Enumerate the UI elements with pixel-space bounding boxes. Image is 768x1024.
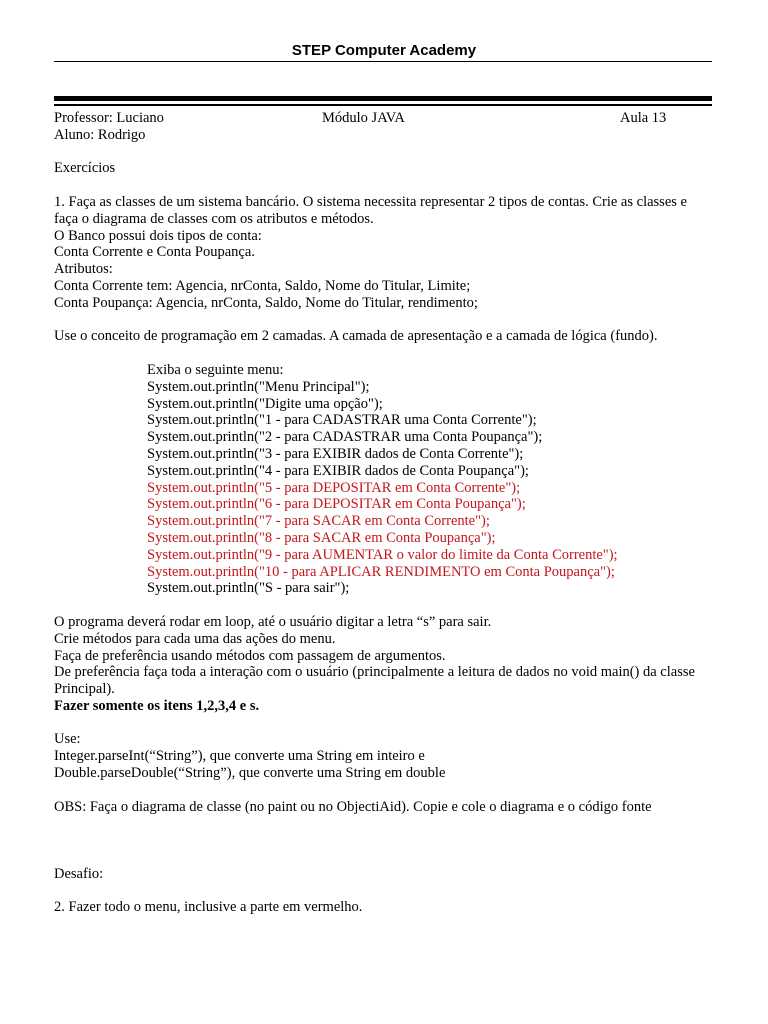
professor-label: Professor: Luciano bbox=[54, 110, 164, 126]
menu-line-highlighted: System.out.println("5 - para DEPOSITAR em Conta Corrente"); bbox=[147, 479, 521, 496]
menu-line-highlighted: System.out.println("9 - para AUMENTAR o valor do limite da Conta Corrente"); bbox=[147, 546, 618, 563]
menu-line: System.out.println("S - para sair"); bbox=[147, 580, 350, 597]
methods-instruction: Crie métodos para cada uma das ações do menu. bbox=[54, 630, 336, 647]
parse-int-text: Integer.parseInt(“String”), que converte uma String em inteiro e bbox=[54, 748, 425, 765]
loop-instruction: O programa deverá rodar em loop, até o usuário digitar a letra “s” para sair. bbox=[54, 613, 492, 630]
savings-attributes: Conta Poupança: Agencia, nrConta, Saldo, Nome do Titular, rendimento; bbox=[54, 294, 478, 311]
header-rule-double bbox=[54, 104, 712, 106]
menu-line: System.out.println("Menu Principal"); bbox=[147, 378, 370, 395]
account-types-text: Conta Corrente e Conta Poupança. bbox=[54, 244, 255, 261]
document-body bbox=[54, 110, 714, 916]
menu-line: System.out.println("1 - para CADASTRAR uma Conta Corrente"); bbox=[147, 412, 537, 429]
menu-line: System.out.println("Digite uma opção"); bbox=[147, 395, 383, 412]
meta-row bbox=[54, 110, 714, 127]
menu-line-highlighted: System.out.println("6 - para DEPOSITAR em Conta Poupança"); bbox=[147, 496, 526, 513]
layers-text: Use o conceito de programação em 2 camadas. A camada de apresentação e a camada de lógica (fundo). bbox=[54, 328, 658, 345]
checking-attributes: Conta Corrente tem: Agencia, nrConta, Saldo, Nome do Titular, Limite; bbox=[54, 277, 471, 294]
menu-line: System.out.println("4 - para EXIBIR dados de Conta Poupança"); bbox=[147, 462, 529, 479]
menu-label: Exiba o seguinte menu: bbox=[147, 361, 284, 378]
attributes-label: Atributos: bbox=[54, 261, 113, 278]
use-label: Use: bbox=[54, 731, 81, 748]
challenge-label: Desafio: bbox=[54, 865, 104, 882]
challenge-task: 2. Fazer todo o menu, inclusive a parte em vermelho. bbox=[54, 899, 363, 916]
lesson-label: Aula 13 bbox=[620, 110, 667, 126]
section-title: Exercícios bbox=[54, 160, 116, 177]
menu-line: System.out.println("3 - para EXIBIR dados de Conta Corrente"); bbox=[147, 445, 524, 462]
parse-double-text: Double.parseDouble(“String”), que converte uma String em double bbox=[54, 765, 446, 782]
obs-text: OBS: Faça o diagrama de classe (no paint ou no ObjectiAid). Copie e cole o diagrama e o código fonte bbox=[54, 798, 652, 815]
menu-block bbox=[54, 362, 714, 597]
student-label: Aluno: Rodrigo bbox=[54, 126, 146, 143]
bank-types-text: O Banco possui dois tipos de conta: bbox=[54, 227, 262, 244]
header-rule-thin bbox=[54, 61, 712, 62]
arguments-instruction: Faça de preferência usando métodos com passagem de argumentos. bbox=[54, 647, 446, 664]
exercise-intro: 1. Faça as classes de um sistema bancário. O sistema necessita representar 2 tipos de contas. Crie as classes e faça o diagrama de classes com os atributos e métodos. bbox=[54, 193, 687, 227]
menu-line: System.out.println("2 - para CADASTRAR uma Conta Poupança"); bbox=[147, 429, 543, 446]
page-header-title: STEP Computer Academy bbox=[291, 42, 477, 59]
header-rule-thick bbox=[54, 96, 712, 101]
menu-line-highlighted: System.out.println("7 - para SACAR em Conta Corrente"); bbox=[147, 513, 490, 530]
interaction-instruction: De preferência faça toda a interação com o usuário (principalmente a leitura de dados no void main() da classe Principal). bbox=[54, 664, 695, 698]
menu-line-highlighted: System.out.println("8 - para SACAR em Conta Poupança"); bbox=[147, 529, 496, 546]
menu-line-highlighted: System.out.println("10 - para APLICAR RENDIMENTO em Conta Poupança"); bbox=[147, 563, 615, 580]
scope-instruction: Fazer somente os itens 1,2,3,4 e s. bbox=[54, 697, 260, 714]
module-label: Módulo JAVA bbox=[322, 110, 405, 126]
